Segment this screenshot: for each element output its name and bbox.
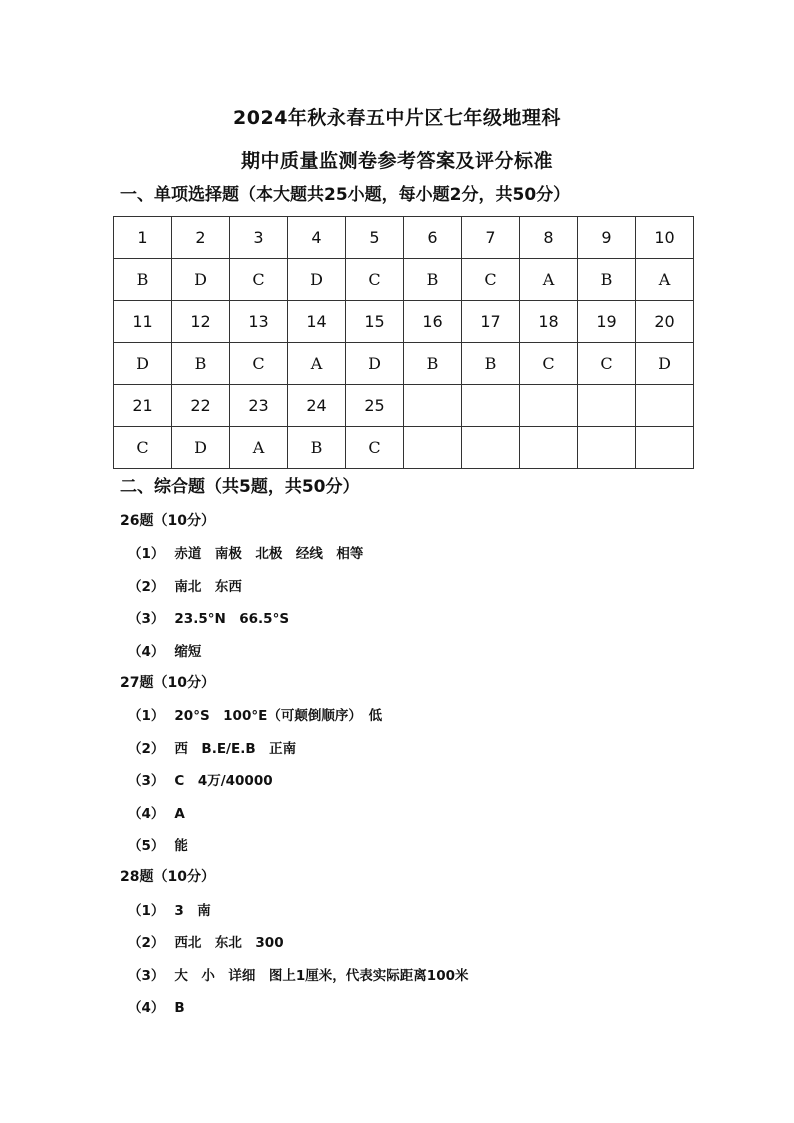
answer-line [128,704,382,724]
answer-row-letters [114,343,694,385]
answer-cell: D [172,259,230,301]
answer-cell: B [462,343,520,385]
answer-cell: 9 [578,217,636,259]
answer-line-text: 西北 东北 300 [174,935,284,951]
answer-cell: D [636,343,694,385]
answer-line-text: 西 B.E/E.B 正南 [174,741,297,757]
document-title-line2: 期中质量监测卷参考答案及评分标准 [240,150,553,172]
answer-cell: C [230,259,288,301]
answer-table [113,216,694,469]
answer-cell: 7 [462,217,520,259]
answer-line-number: （2） [128,579,165,595]
answer-cell: 21 [114,385,172,427]
answer-cell: 25 [346,385,404,427]
answer-row-numbers [114,217,694,259]
answer-cell: A [230,427,288,469]
answer-cell: 16 [404,301,462,343]
answer-cell: 8 [520,217,578,259]
section1-heading: 一、单项选择题（本大题共25小题，每小题2分，共50分） [120,185,571,205]
answer-cell: 20 [636,301,694,343]
answer-cell [462,385,520,427]
answer-cell: C [578,343,636,385]
answer-cell [404,385,462,427]
answer-line-text: A [174,806,185,822]
answer-cell: A [288,343,346,385]
answer-cell: D [172,427,230,469]
answer-line [128,802,185,822]
answer-cell: 17 [462,301,520,343]
answer-line [128,996,185,1016]
answer-cell: A [636,259,694,301]
answer-cell: 5 [346,217,404,259]
answer-line [128,737,296,757]
answer-cell: B [114,259,172,301]
answer-line-text: 赤道 南极 北极 经线 相等 [174,546,364,562]
answer-cell [578,427,636,469]
answer-line-text: C 4万/40000 [174,773,273,789]
answer-cell: 14 [288,301,346,343]
answer-cell [636,427,694,469]
answer-cell: C [462,259,520,301]
answer-cell: A [520,259,578,301]
answer-line-number: （2） [128,741,165,757]
answer-row-letters [114,259,694,301]
answer-line-number: （3） [128,611,165,627]
answer-line-text: 20°S 100°E（可颠倒顺序） 低 [174,708,383,724]
answer-line-number: （1） [128,903,165,919]
answer-row-numbers [114,301,694,343]
answer-cell: 19 [578,301,636,343]
answer-line-text: 大 小 详细 图上1厘米，代表实际距离100米 [174,968,469,984]
answer-cell: C [346,259,404,301]
answer-cell: B [404,259,462,301]
answer-line-number: （4） [128,644,165,660]
answer-cell [520,427,578,469]
answer-cell [578,385,636,427]
answer-cell: 13 [230,301,288,343]
answer-line [128,575,242,595]
answer-cell: 1 [114,217,172,259]
answer-line [128,640,201,660]
answer-cell: 6 [404,217,462,259]
answer-line [128,931,284,951]
section2-heading: 二、综合题（共5题，共50分） [120,477,360,497]
answer-cell: 18 [520,301,578,343]
answer-cell: 22 [172,385,230,427]
answer-cell: C [114,427,172,469]
question-26-title: 26题（10分） [120,513,215,529]
answer-cell: 24 [288,385,346,427]
answer-row-numbers [114,385,694,427]
answer-line [128,899,211,919]
answer-cell: C [230,343,288,385]
answer-line-number: （4） [128,1000,165,1016]
answer-cell: B [172,343,230,385]
answer-cell: 11 [114,301,172,343]
question-28-title: 28题（10分） [120,869,215,885]
answer-line [128,964,468,984]
answer-row-letters [114,427,694,469]
answer-cell [520,385,578,427]
answer-cell [636,385,694,427]
answer-line [128,607,289,627]
answer-cell [462,427,520,469]
answer-cell: D [114,343,172,385]
answer-line-number: （2） [128,935,165,951]
answer-line [128,769,273,789]
answer-cell: 4 [288,217,346,259]
answer-cell: C [346,427,404,469]
answer-line [128,542,363,562]
answer-cell: 12 [172,301,230,343]
answer-line-text: 缩短 [174,644,202,660]
answer-cell: D [288,259,346,301]
answer-line-number: （4） [128,806,165,822]
answer-line-text: 能 [174,838,188,854]
answer-line [128,834,188,854]
document-title-line1: 2024年秋永春五中片区七年级地理科 [233,107,561,129]
answer-cell: 3 [230,217,288,259]
answer-cell: B [404,343,462,385]
answer-cell: B [288,427,346,469]
answer-line-number: （1） [128,708,165,724]
answer-line-number: （3） [128,968,165,984]
answer-cell: B [578,259,636,301]
answer-line-text: 3 南 [174,903,211,919]
answer-line-text: 23.5°N 66.5°S [174,611,290,627]
answer-line-text: B [174,1000,185,1016]
answer-line-number: （3） [128,773,165,789]
answer-cell: 15 [346,301,404,343]
answer-cell: C [520,343,578,385]
answer-cell: 10 [636,217,694,259]
answer-line-number: （1） [128,546,165,562]
answer-line-number: （5） [128,838,165,854]
question-27-title: 27题（10分） [120,675,215,691]
answer-cell: D [346,343,404,385]
answer-cell: 2 [172,217,230,259]
answer-cell [404,427,462,469]
answer-cell: 23 [230,385,288,427]
answer-line-text: 南北 东西 [174,579,242,595]
